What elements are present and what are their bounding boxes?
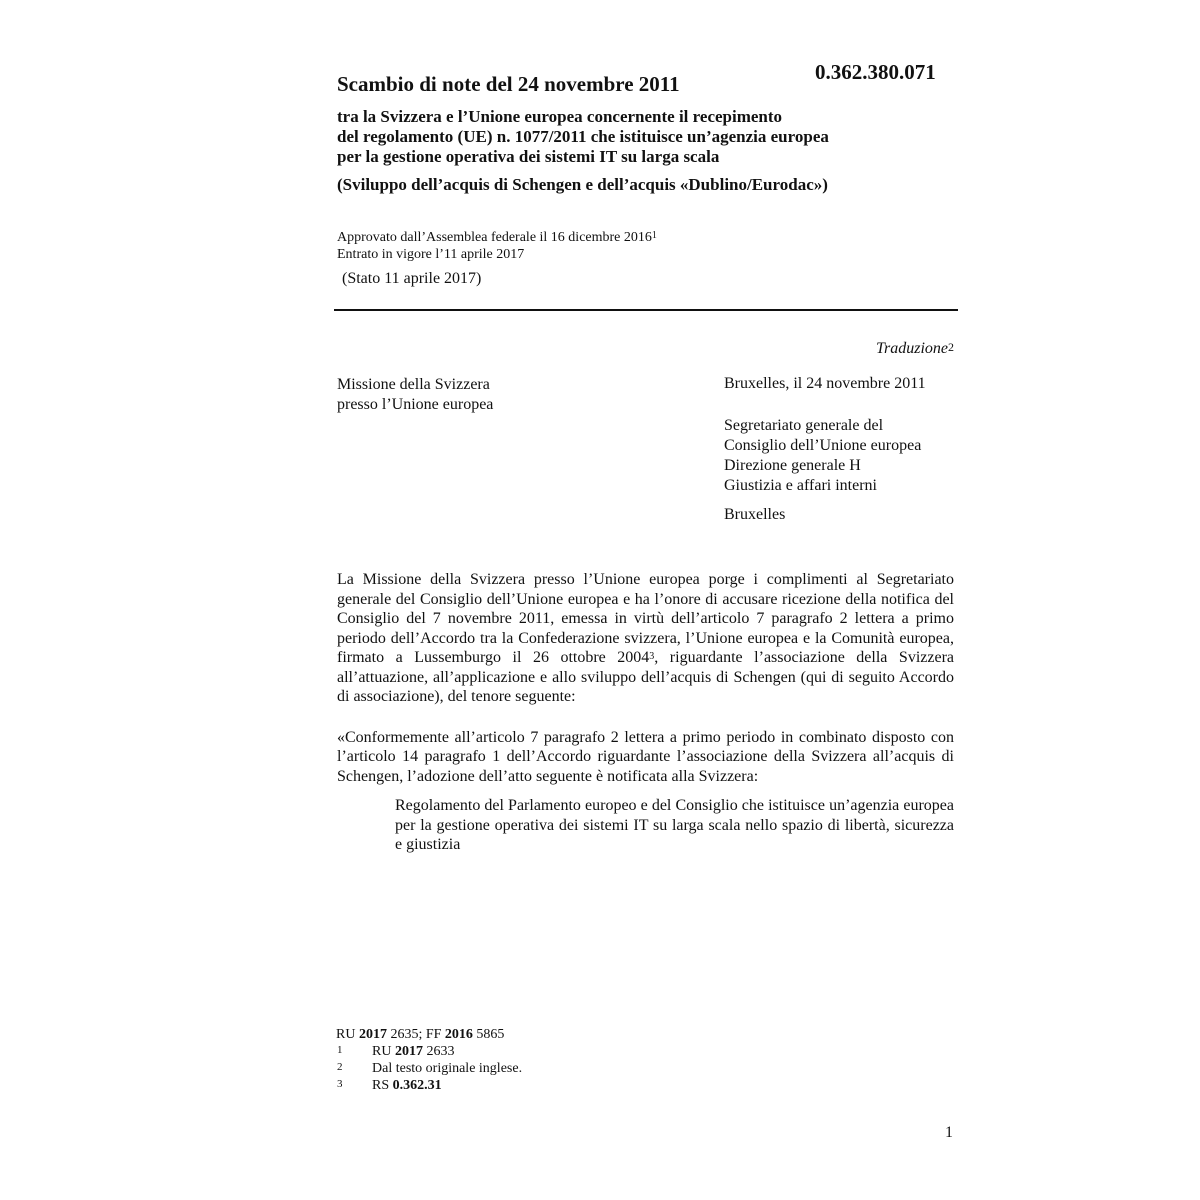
document-title: Scambio di note del 24 novembre 2011: [337, 72, 680, 96]
publication-reference: RU 2017 2635; FF 2016 5865: [336, 1027, 505, 1042]
in-force-line: Entrato in vigore l’11 aprile 2017: [337, 247, 525, 262]
sender-line: Missione della Svizzera: [337, 376, 490, 393]
approved-line: Approvato dall’Assemblea federale il 16 dicembre 2016$^1$: [337, 230, 657, 245]
footnote-ref[interactable]: 2: [948, 340, 954, 354]
header-divider: [334, 309, 958, 311]
subtitle-line: tra la Svizzera e l’Unione europea concernente il recepimento: [337, 107, 783, 126]
footnote-number: 2: [337, 1061, 343, 1073]
recipient-line: Consiglio dell’Unione europea: [724, 437, 922, 454]
footnote: [336, 1043, 522, 1060]
page-number: 1: [945, 1124, 953, 1141]
recipient-line: Direzione generale H: [724, 457, 861, 474]
footnote-text: RU 2017 2633: [372, 1044, 455, 1059]
footnotes: [336, 1026, 522, 1094]
paragraph-1: La Missione della Svizzera presso l’Unione europea porge i complimenti al Segretariato generale del Consiglio dell’Unione europea e ha l’onore di accusare ricezione della notifica del Consiglio del 7 novembre 2011, emessa in virtù dell’articolo 7 paragrafo 2 lettera a primo periodo dell’Accordo tra la Confederazione svizzera, l’Unione europea e la Comunità europea, firmato a Lussemburgo il 26 ottobre 2004$^3$, riguardante l’associazione della Svizzera all’attuazione, all’applicazione e allo sviluppo dell’acquis di Schengen (qui di seguito Accordo di associazione), del tenore seguente:: [337, 571, 954, 705]
recipient-address: [724, 416, 921, 496]
subtitle-line: del regolamento (UE) n. 1077/2011 che istituisce un’agenzia europea: [337, 127, 829, 146]
recipient-line: Giustizia e affari interni: [724, 477, 877, 494]
footnote: [336, 1060, 522, 1077]
sr-number: 0.362.380.071: [815, 60, 936, 84]
footnote-number: 3: [337, 1078, 343, 1090]
footnote-text: Dal testo originale inglese.: [372, 1061, 523, 1076]
letter-body: [337, 570, 954, 855]
translation-label: Traduzione$^2$: [875, 340, 954, 357]
footnote-text: RS 0.362.31: [372, 1078, 442, 1093]
quoted-act: Regolamento del Parlamento europeo e del Consiglio che istituisce un’agenzia europea per la gestione operativa dei sistemi IT su larga scala nello spazio di libertà, sicurezza e giustizia: [395, 797, 954, 853]
place-date: Bruxelles, il 24 novembre 2011: [724, 375, 926, 392]
recipient-city: Bruxelles: [724, 506, 786, 523]
sender-address: [337, 375, 493, 415]
paragraph-2: «Conformemente all’articolo 7 paragrafo 2 lettera a primo periodo in combinato disposto con l’articolo 14 paragrafo 1 dell’Accordo riguardante l’associazione della Svizzera all’acquis di Schengen, l’adozione dell’atto seguente è notificata alla Svizzera:: [337, 728, 954, 785]
footnote-ref[interactable]: 3: [649, 651, 655, 662]
subtitle-line: per la gestione operativa dei sistemi IT su larga scala: [337, 147, 720, 166]
footnote-ref[interactable]: 1: [651, 230, 657, 241]
recipient-line: Segretariato generale del: [724, 417, 884, 434]
status-line: (Stato 11 aprile 2017): [342, 270, 482, 287]
footnote: [336, 1077, 522, 1094]
footnote-number: 1: [337, 1044, 343, 1056]
sender-line: presso l’Unione europea: [337, 396, 494, 413]
enactment-info: [337, 229, 657, 263]
development-note: (Sviluppo dell’acquis di Schengen e dell’acquis «Dublino/Eurodac»): [337, 175, 828, 194]
document-subtitle: [337, 107, 977, 167]
